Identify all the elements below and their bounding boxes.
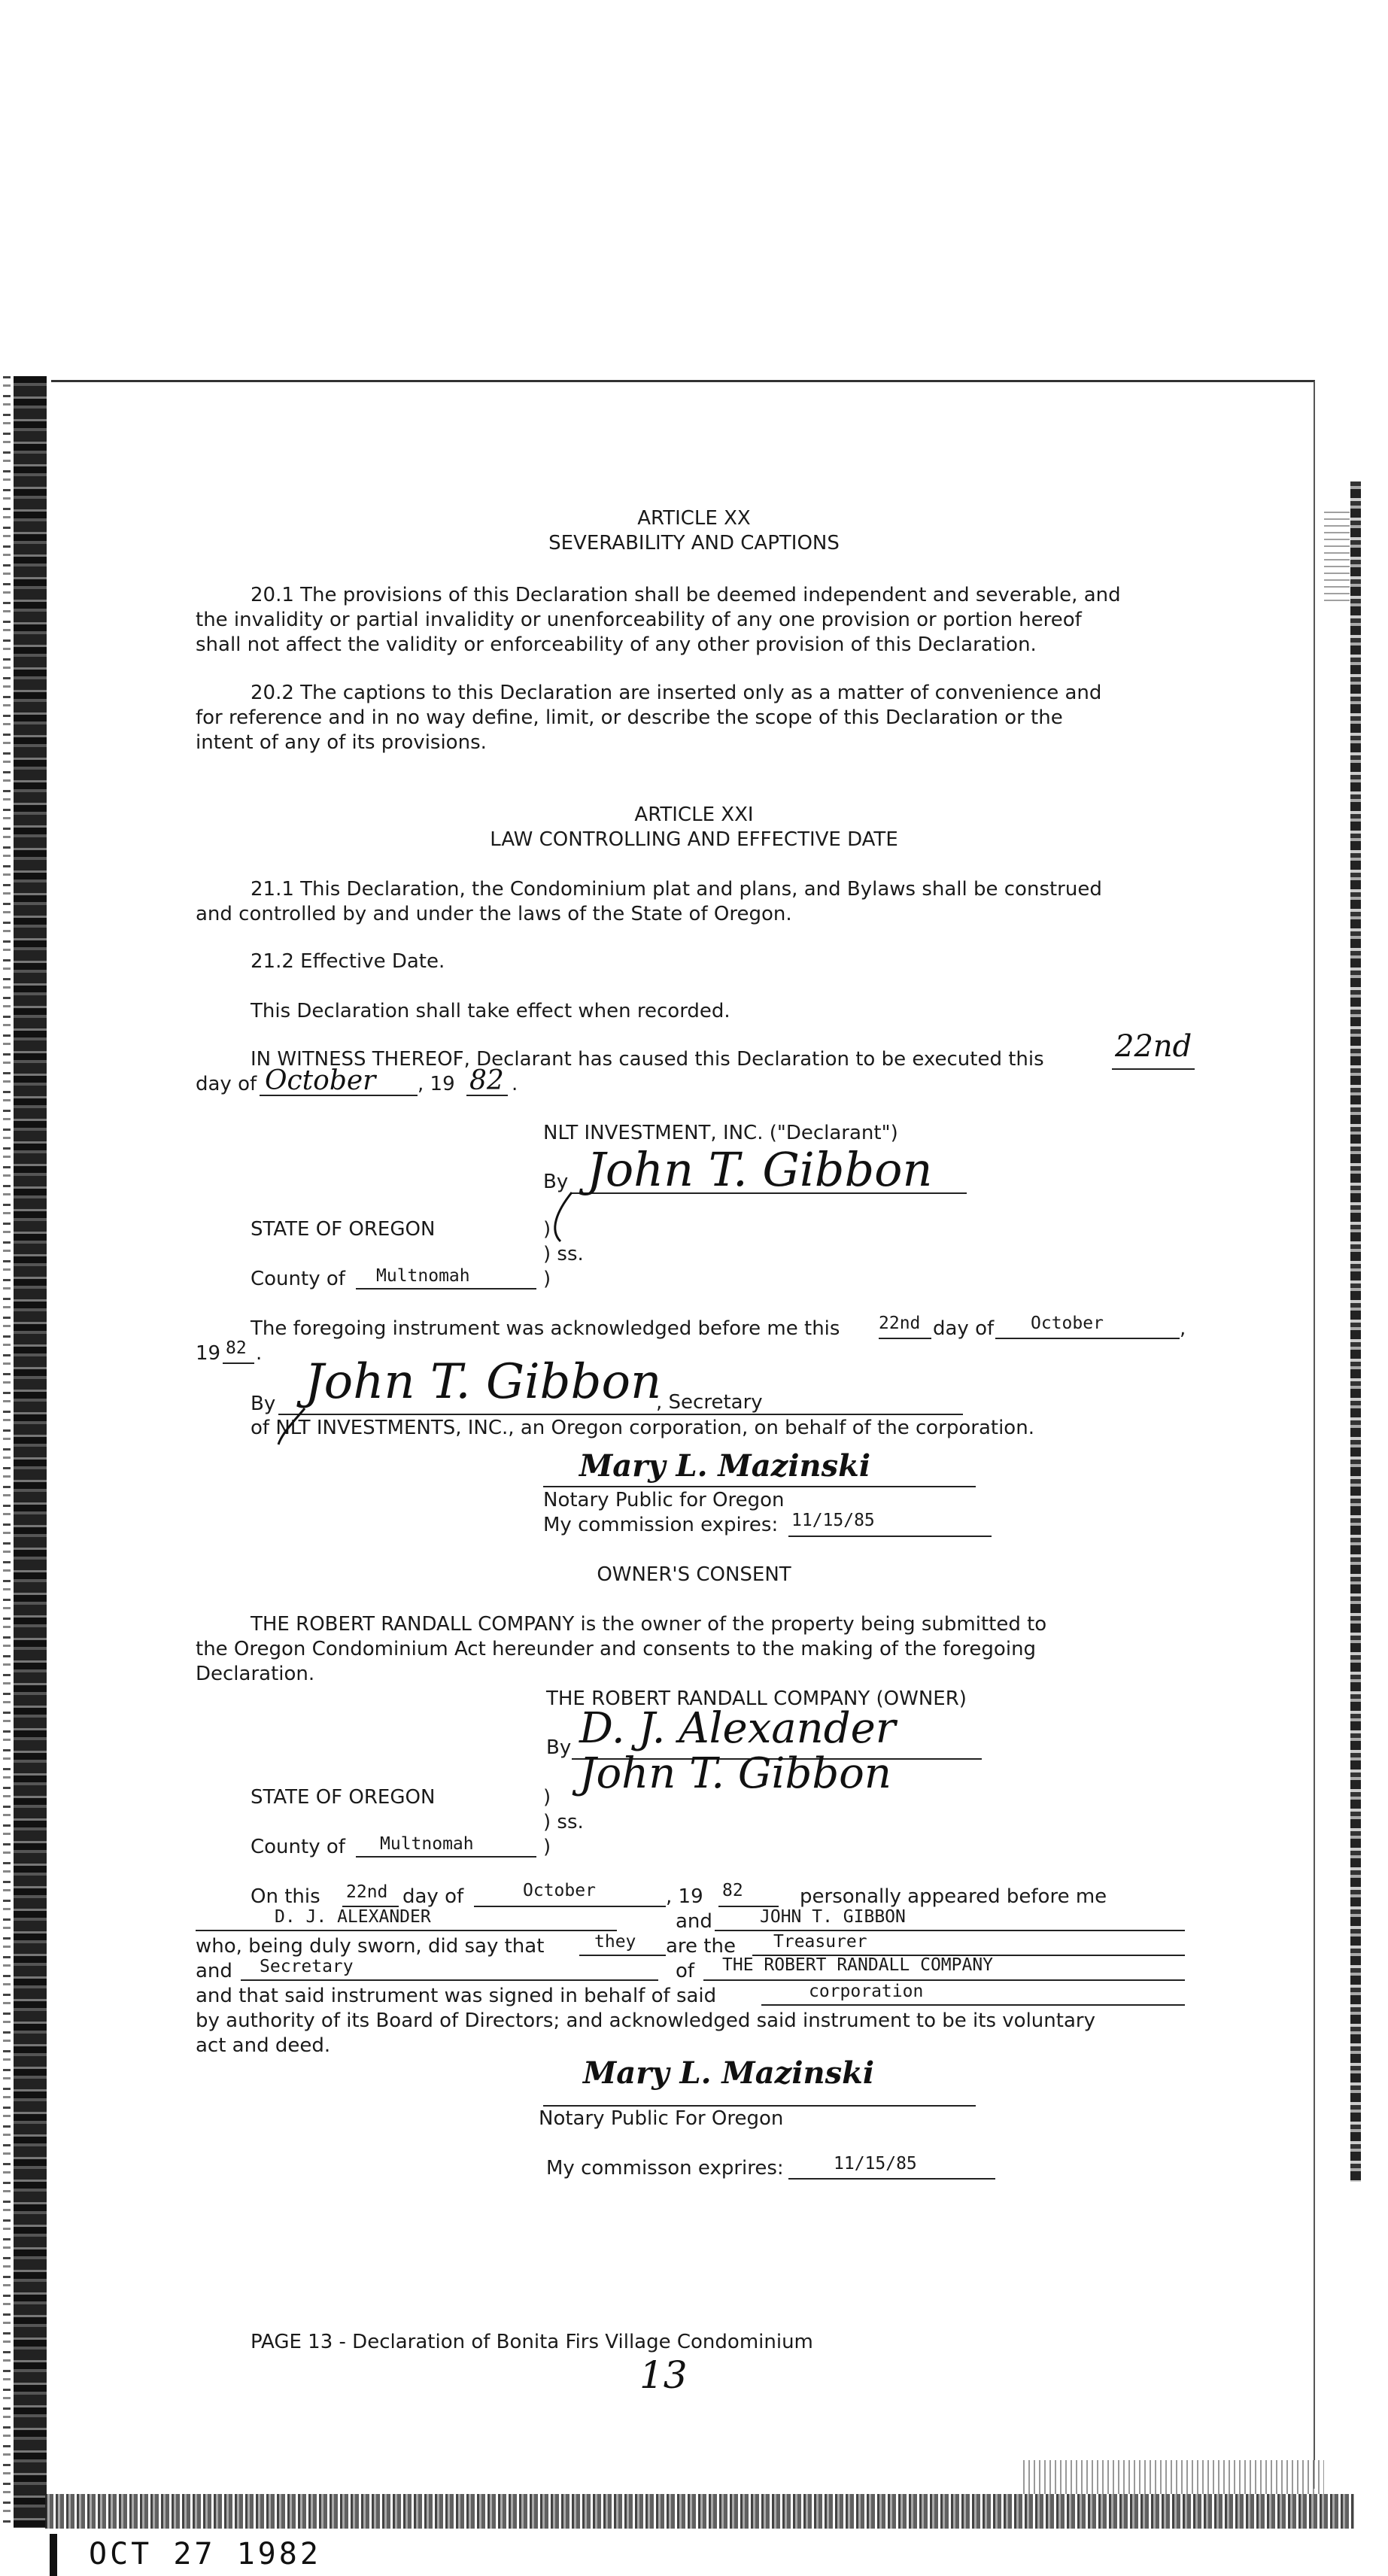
recording-stamp: OCT 27 1982 <box>89 2537 321 2571</box>
text-line: Declaration. <box>196 1663 315 1685</box>
witness-year-prefix: , 19 <box>418 1073 455 1095</box>
ack1-state: STATE OF OREGON <box>251 1218 436 1241</box>
ack1-commission-label: My commission expires: <box>543 1514 779 1536</box>
stamp-mark <box>50 2534 57 2576</box>
fill-line <box>703 1979 1185 1981</box>
fill-line <box>788 1536 992 1537</box>
owners-consent-heading: OWNER'S CONSENT <box>597 1563 791 1586</box>
article-xxi-subheading: LAW CONTROLLING AND EFFECTIVE DATE <box>490 828 898 851</box>
ack1-paren: ) <box>543 1218 551 1241</box>
ack1-county-label: County of <box>251 1268 345 1290</box>
ack1-commission-date: 11/15/85 <box>791 1511 875 1530</box>
fill-line <box>474 1906 666 1907</box>
ack1-by: By <box>251 1393 276 1415</box>
text-line: 20.1 The provisions of this Declaration shall be deemed independent and severable, and <box>251 584 1121 606</box>
witness-day-handwritten: 22nd <box>1115 1029 1192 1064</box>
signature-line <box>543 1486 976 1487</box>
witness-day-of: day of <box>196 1073 257 1095</box>
ack2-they: they <box>594 1932 636 1952</box>
fill-line <box>995 1338 1180 1339</box>
fill-line <box>223 1362 254 1364</box>
ack1-line1: The foregoing instrument was acknowledged before me this <box>251 1317 840 1340</box>
text-line: 20.2 The captions to this Declaration are inserted only as a matter of convenience and <box>251 682 1102 704</box>
fill-line <box>278 1414 963 1415</box>
effective-statement: This Declaration shall take effect when recorded. <box>251 1000 730 1022</box>
ack1-period: . <box>256 1342 263 1365</box>
ack2-authority: by authority of its Board of Directors; and acknowledged said instrument to be its voluntary <box>196 2009 1095 2032</box>
owner-name: THE ROBERT RANDALL COMPANY (OWNER) <box>546 1687 967 1710</box>
scan-edge-right <box>1350 481 1361 2182</box>
fill-line <box>879 1338 931 1339</box>
fill-line <box>356 1288 536 1290</box>
text-line: the Oregon Condominium Act hereunder and consents to the making of the foregoing <box>196 1638 1037 1660</box>
ack2-entity: corporation <box>809 1982 924 2001</box>
paragraph-21-2: 21.2 Effective Date. <box>251 950 445 973</box>
ack2-are-the: are the <box>666 1935 736 1958</box>
fill-line <box>1112 1068 1195 1070</box>
text-line: shall not affect the validity or enforceability of any other provision of this Declaration. <box>196 633 1037 656</box>
fill-line <box>196 1930 617 1931</box>
ack1-county-paren: ) <box>543 1268 551 1290</box>
fill-line <box>761 2004 1185 2006</box>
ack2-state: STATE OF OREGON <box>251 1786 436 1809</box>
ack2-commission-label: My commisson exprires: <box>546 2157 784 2180</box>
ack1-notary-signature: Mary L. Mazinski <box>579 1448 871 1484</box>
article-xx-subheading: SEVERABILITY AND CAPTIONS <box>548 532 840 554</box>
ack2-appeared: personally appeared before me <box>800 1885 1107 1908</box>
text-line: 21.1 This Declaration, the Condominium plat and plans, and Bylaws shall be construed <box>251 878 1102 901</box>
ack2-county-label: County of <box>251 1836 345 1858</box>
fill-line <box>241 1979 658 1981</box>
ack1-month: October <box>1031 1314 1104 1333</box>
declarant-signature: John T. Gibbon <box>587 1142 933 1197</box>
witness-period: . <box>512 1073 518 1095</box>
ack1-notary-label: Notary Public for Oregon <box>543 1489 785 1511</box>
ack2-day: 22nd <box>346 1882 388 1902</box>
ack2-commission-date: 11/15/85 <box>834 2154 917 2174</box>
scan-edge-bottom <box>45 2494 1354 2529</box>
ack1-year-prefix: 19 <box>196 1342 221 1365</box>
owner-signature-1: D. J. Alexander <box>579 1704 896 1753</box>
ack2-on-this: On this <box>251 1885 320 1908</box>
ack2-company: THE ROBERT RANDALL COMPANY <box>722 1955 994 1975</box>
ack2-role1: Treasurer <box>773 1932 867 1952</box>
ack1-county-value: Multnomah <box>376 1266 470 1286</box>
article-xx-heading: ARTICLE XX <box>637 507 751 530</box>
fill-line <box>715 1930 1185 1931</box>
text-line: and controlled by and under the laws of the State of Oregon. <box>196 903 792 925</box>
ack2-notary-label: Notary Public For Oregon <box>539 2107 784 2130</box>
ack2-deed: act and deed. <box>196 2034 331 2057</box>
witness-line: IN WITNESS THEREOF, Declarant has caused this Declaration to be executed this <box>251 1048 1044 1071</box>
text-line: intent of any of its provisions. <box>196 731 487 754</box>
ack2-person2: JOHN T. GIBBON <box>760 1907 906 1927</box>
ack1-ss: ) ss. <box>543 1243 584 1265</box>
ack1-signer-signature: John T. Gibbon <box>305 1354 662 1410</box>
ack1-day: 22nd <box>879 1314 921 1333</box>
text-line: THE ROBERT RANDALL COMPANY is the owner of the property being submitted to <box>251 1613 1047 1636</box>
ack2-day-of: day of <box>402 1885 464 1908</box>
ack2-county-value: Multnomah <box>380 1834 474 1854</box>
ack1-day-of: day of <box>933 1317 995 1340</box>
fill-line <box>788 2178 995 2180</box>
ack2-person1: D. J. ALEXANDER <box>275 1907 431 1927</box>
owner-by: By <box>546 1736 572 1759</box>
witness-month-handwritten: October <box>265 1065 376 1096</box>
ack2-year-prefix: , 19 <box>666 1885 703 1908</box>
ack2-year: 82 <box>722 1881 743 1900</box>
fill-line <box>356 1856 536 1858</box>
page-number-handwritten: 13 <box>639 2353 688 2397</box>
ack2-and: and <box>676 1910 712 1933</box>
declarant-name: NLT INVESTMENT, INC. ("Declarant") <box>543 1122 898 1144</box>
ack2-county-paren: ) <box>543 1836 551 1858</box>
ack1-title: , Secretary <box>656 1391 763 1414</box>
ack2-of: of <box>676 1960 695 1982</box>
ack2-and2: and <box>196 1960 232 1982</box>
article-xxi-heading: ARTICLE XXI <box>634 803 754 826</box>
ack2-month: October <box>523 1881 596 1900</box>
ack1-year: 82 <box>226 1338 247 1358</box>
signature-flourish <box>271 1407 316 1452</box>
ack2-notary-signature: Mary L. Mazinski <box>583 2055 875 2091</box>
text-line: for reference and in no way define, limit, or describe the scope of this Declaration or the <box>196 706 1063 729</box>
ack2-ss: ) ss. <box>543 1811 584 1833</box>
owner-signature-2: John T. Gibbon <box>579 1749 891 1798</box>
page-footer: PAGE 13 - Declaration of Bonita Firs Village Condominium <box>251 2331 813 2353</box>
declarant-by: By <box>543 1171 569 1193</box>
ack1-of-line: of NLT INVESTMENTS, INC., an Oregon corporation, on behalf of the corporation. <box>251 1417 1034 1439</box>
text-line: the invalidity or partial invalidity or unenforceability of any one provision or portion hereof <box>196 609 1082 631</box>
ack2-signed: and that said instrument was signed in behalf of said <box>196 1985 717 2007</box>
ack2-role2: Secretary <box>260 1957 354 1976</box>
scan-noise <box>1023 2460 1324 2494</box>
fill-line <box>579 1955 666 1956</box>
ack2-sworn: who, being duly sworn, did say that <box>196 1935 545 1958</box>
ack2-paren: ) <box>543 1786 551 1809</box>
ack1-comma: , <box>1180 1317 1186 1340</box>
scan-edge-left <box>0 376 53 2528</box>
witness-year-handwritten: 82 <box>469 1065 504 1096</box>
